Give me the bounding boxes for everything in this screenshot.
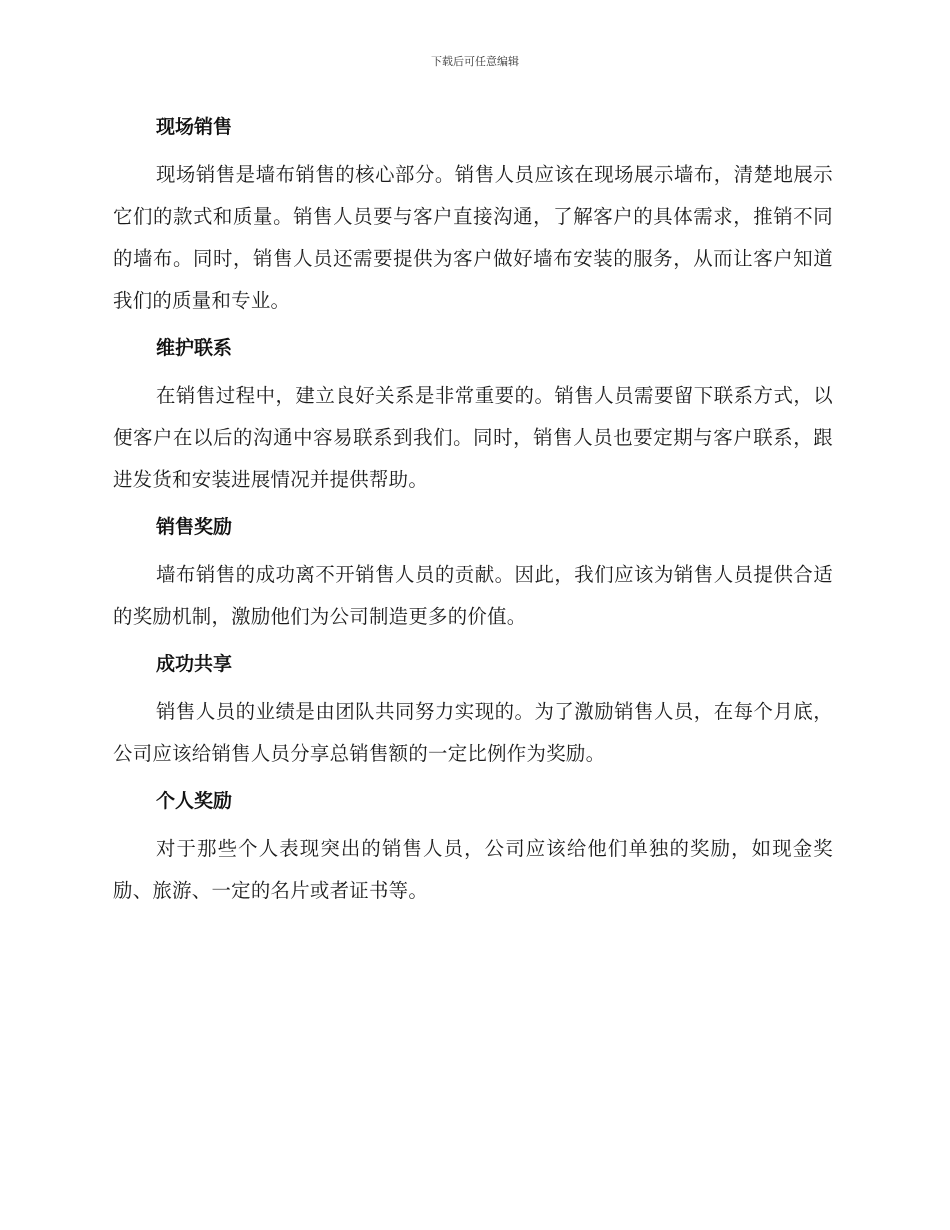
section-paragraph: 对于那些个人表现突出的销售人员，公司应该给他们单独的奖励，如现金奖励、旅游、一定的名片或者证书等。	[113, 837, 833, 902]
section-heading: 现场销售	[156, 116, 233, 138]
section-heading: 成功共享	[156, 653, 233, 675]
section-heading: 维护联系	[156, 337, 233, 359]
section-paragraph: 销售人员的业绩是由团队共同努力实现的。为了激励销售人员，在每个月底，公司应该给销售人员分享总销售额的一定比例作为奖励。	[113, 700, 833, 765]
section-shared-success	[113, 649, 833, 775]
section-paragraph: 现场销售是墙布销售的核心部分。销售人员应该在现场展示墙布，清楚地展示它们的款式和质量。销售人员要与客户直接沟通，了解客户的具体需求，推销不同的墙布。同时，销售人员还需要提供为客户做好墙布安装的服务，从而让客户知道我们的质量和专业。	[113, 163, 833, 312]
page-header: 下载后可任意编辑	[431, 55, 519, 68]
section-maintain-contact	[113, 333, 833, 501]
section-paragraph: 墙布销售的成功离不开销售人员的贡献。因此，我们应该为销售人员提供合适的奖励机制，激励他们为公司制造更多的价值。	[113, 563, 833, 628]
section-on-site-sales	[113, 112, 833, 322]
document-body	[113, 112, 833, 923]
section-sales-rewards	[113, 512, 833, 638]
section-heading: 个人奖励	[156, 790, 233, 812]
section-paragraph: 在销售过程中，建立良好关系是非常重要的。销售人员需要留下联系方式，以便客户在以后的沟通中容易联系到我们。同时，销售人员也要定期与客户联系，跟进发货和安装进展情况并提供帮助。	[113, 384, 833, 491]
section-heading: 销售奖励	[156, 516, 233, 538]
section-individual-rewards	[113, 786, 833, 912]
